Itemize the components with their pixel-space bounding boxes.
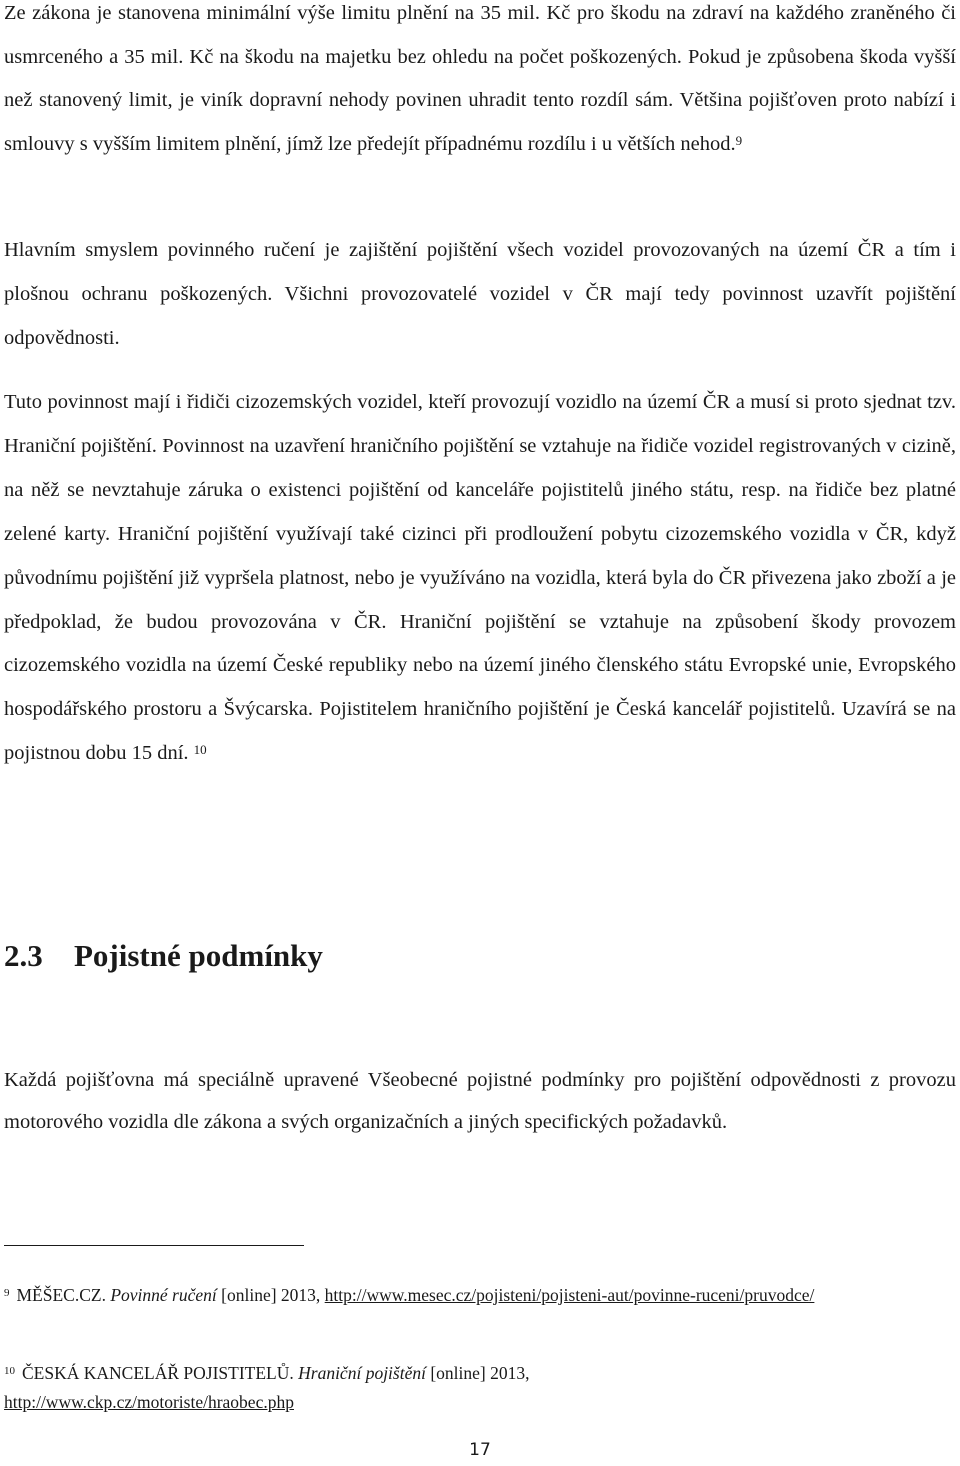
page-number: 17 <box>469 1440 491 1460</box>
footnote-source: ČESKÁ KANCELÁŘ POJISTITELŮ. <box>22 1363 294 1383</box>
footnote-number: 9 <box>4 1287 10 1299</box>
section-title: Pojistné podmínky <box>74 938 323 973</box>
paragraph-insurance-conditions: Každá pojišťovna má speciálně upravené Všeobecné pojistné podmínky pro pojištění odpovědnosti z provozu motorového vozidla dle zákona a svých organizačních a jiných specifických požadavků. <box>4 1069 956 1133</box>
paragraph-liability-limits <box>4 0 956 166</box>
paragraph-purpose: Hlavním smyslem povinného ručení je zajištění pojištění všech vozidel provozovaných na území ČR a tím i plošnou ochranu poškozených. Všichni provozovatelé vozidel v ČR mají tedy povinnost uzavřít pojištění odpovědnosti. <box>4 239 956 349</box>
paragraph-text: Tuto povinnost mají i řidiči cizozemských vozidel, kteří provozují vozidlo na území ČR a musí si proto sjednat tzv. Hraniční pojištění. Povinnost na uzavření hraničního pojištění se vztahuje na řidiče vozidel registrovaných v cizině, na něž se nevztahuje záruka o existenci pojištění od kanceláře pojistitelů jiného státu, resp. na řidiče bez platné zelené karty. Hraniční pojištění využívají také cizinci při prodloužení pobytu cizozemského vozidla v ČR, když původnímu pojištění již vypršela platnost, nebo je využíváno na vozidla, která byla do ČR přivezena jako zboží a je předpoklad, že budou provozována v ČR. Hraniční pojištění se vztahuje na způsobení škody provozem cizozemského vozidla na území České republiky nebo na území jiného členského státu Evropské unie, Evropského hospodářského prostoru a Švýcarska. Pojistitelem hraničního pojištění je Česká kancelář pojistitelů. Uzavírá se na pojistnou dobu 15 dní. <box>4 391 956 765</box>
footnote-separator <box>4 1245 304 1246</box>
footnote-10 <box>4 1359 944 1417</box>
footnote-link[interactable]: http://www.mesec.cz/pojisteni/pojisteni-aut/povinne-ruceni/pruvodce/ <box>324 1285 815 1305</box>
section-heading <box>4 938 323 974</box>
footnote-9 <box>4 1281 944 1310</box>
footnote-title: Hraniční pojištění <box>298 1363 426 1383</box>
footnote-number: 10 <box>4 1365 15 1377</box>
footnote-reference[interactable]: 10 <box>193 742 207 758</box>
footnote-reference[interactable]: 9 <box>735 132 743 148</box>
paragraph-text: Ze zákona je stanovena minimální výše limitu plnění na 35 mil. Kč pro škodu na zdraví na každého zraněného či usmrceného a 35 mil. Kč na škodu na majetku bez ohledu na počet poškozených. Pokud je způsobena škoda vyšší než stanovený limit, je viník dopravní nehody povinen uhradit tento rozdíl sám. Většina pojišťoven proto nabízí i smlouvy s vyšším limitem plnění, jímž lze předejít případnému rozdílu i u větších nehod. <box>4 2 956 155</box>
footnote-medium: [online] 2013, <box>221 1285 321 1305</box>
footnote-title: Povinné ručení <box>110 1285 217 1305</box>
footnote-medium: [online] 2013, <box>430 1363 530 1383</box>
footnote-source: MĚŠEC.CZ. <box>16 1285 106 1305</box>
section-number: 2.3 <box>4 938 43 973</box>
paragraph-border-insurance <box>4 381 956 776</box>
footnote-link[interactable]: http://www.ckp.cz/motoriste/hraobec.php <box>4 1392 294 1412</box>
